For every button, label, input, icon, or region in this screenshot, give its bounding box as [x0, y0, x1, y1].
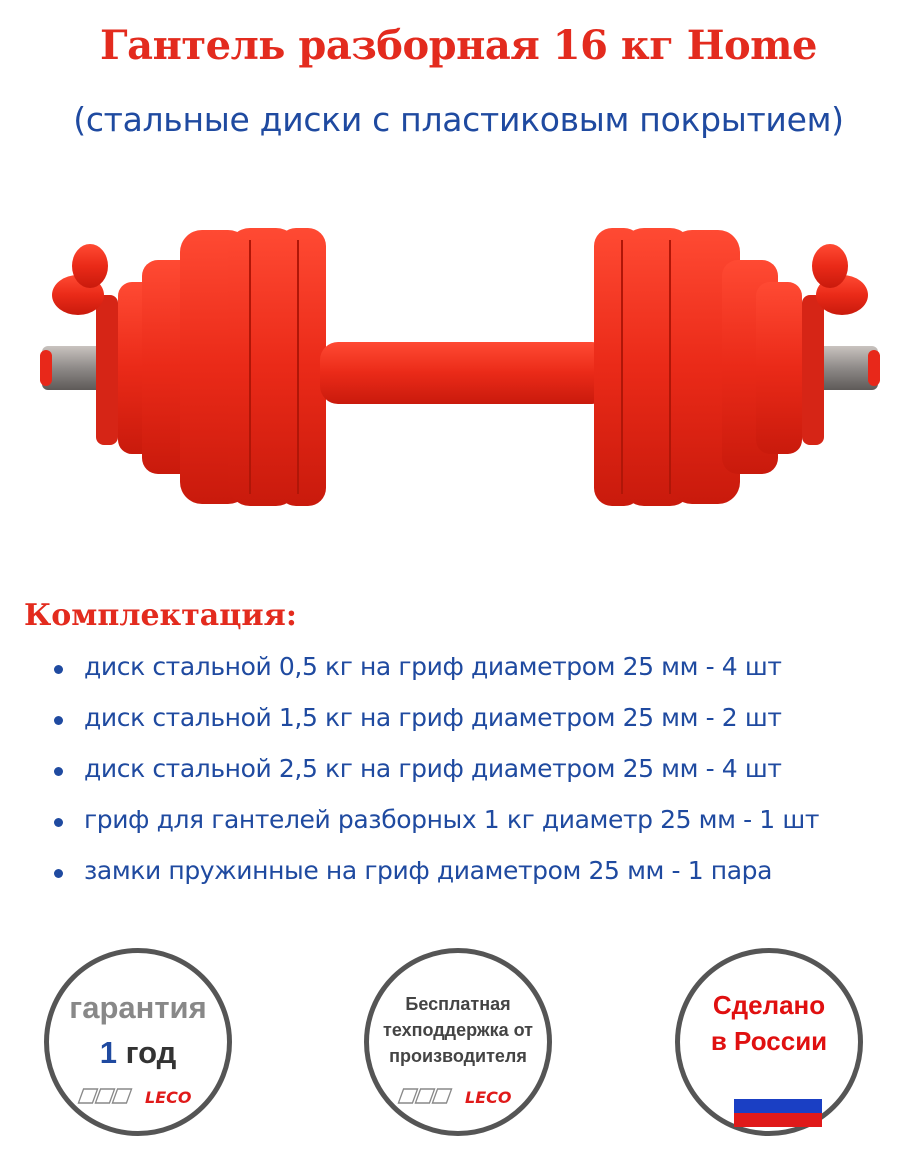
russia-flag-icon: [734, 1085, 822, 1127]
bullet-icon: [54, 665, 63, 674]
leco-logo: [391, 1085, 527, 1107]
kit-list: [54, 652, 819, 907]
kit-item-text: диск стальной 0,5 кг на гриф диаметром 25 мм - 4 шт: [84, 652, 782, 681]
leco-logo: [71, 1085, 207, 1107]
kit-item: [54, 805, 819, 856]
kit-item: [54, 703, 819, 754]
kit-item: [54, 754, 819, 805]
logo-text: LECO: [465, 1088, 512, 1107]
kit-item-text: диск стальной 1,5 кг на гриф диаметром 25 мм - 2 шт: [84, 703, 782, 732]
made-in-line-1: Сделано: [712, 990, 826, 1020]
bullet-icon: [54, 767, 63, 776]
warranty-label: гарантия: [69, 990, 207, 1025]
bullet-icon: [54, 818, 63, 827]
made-in-line-2: в России: [710, 1026, 828, 1056]
logo-text: LECO: [145, 1088, 192, 1107]
warranty-period: [49, 1035, 227, 1071]
flag-stripe-blue: [734, 1099, 822, 1113]
made-in-text: [680, 987, 858, 1059]
flag-stripe-red: [734, 1113, 822, 1127]
kit-item: [54, 856, 819, 907]
warranty-badge: [44, 948, 232, 1136]
kit-item: [54, 652, 819, 703]
bullet-icon: [54, 869, 63, 878]
support-text: [369, 991, 547, 1069]
flag-stripe-white: [734, 1085, 822, 1099]
support-line-1: Бесплатная: [405, 994, 511, 1014]
kit-item-text: гриф для гантелей разборных 1 кг диаметр 25 мм - 1 шт: [84, 805, 820, 834]
support-badge: [364, 948, 552, 1136]
warranty-number: 1: [99, 1035, 117, 1070]
warranty-unit: год: [116, 1035, 177, 1070]
kit-item-text: диск стальной 2,5 кг на гриф диаметром 25 мм - 4 шт: [84, 754, 782, 783]
page-subtitle: (стальные диски с пластиковым покрытием): [73, 100, 844, 139]
dumbbell-image: [30, 200, 890, 540]
page-title: Гантель разборная 16 кг Home: [100, 22, 817, 69]
made-in-russia-badge: [675, 948, 863, 1136]
kit-item-text: замки пружинные на гриф диаметром 25 мм - 1 пара: [84, 856, 773, 885]
support-line-2: техподдержка от: [383, 1020, 533, 1040]
bullet-icon: [54, 716, 63, 725]
support-line-3: производителя: [389, 1046, 527, 1066]
kit-heading: Комплектация:: [24, 598, 297, 633]
